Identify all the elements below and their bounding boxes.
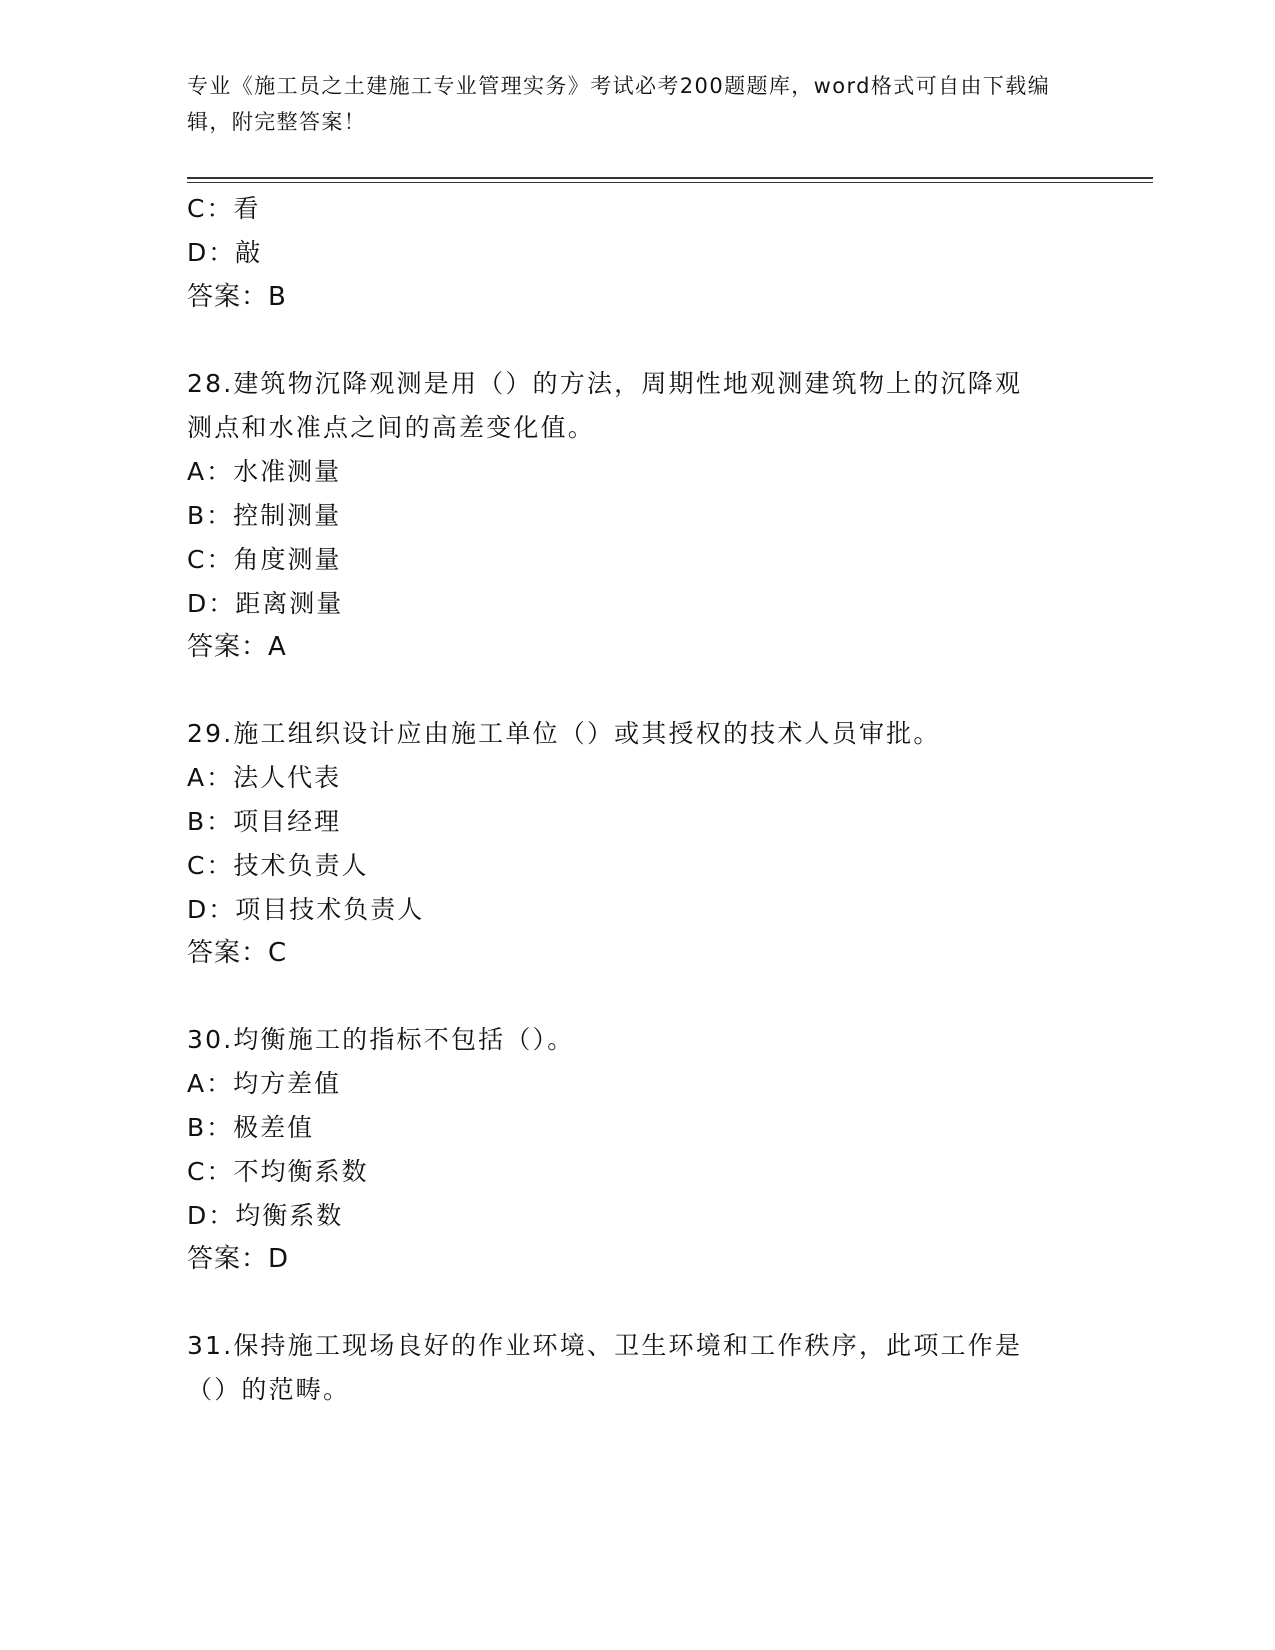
question-30-stem-line-1: 30.均衡施工的指标不包括（）。 <box>187 1025 575 1054</box>
question-30-option-c: C：不均衡系数 <box>187 1157 369 1186</box>
question-29-answer: 答案：C <box>187 938 288 968</box>
question-28-option-c: C：角度测量 <box>187 545 342 574</box>
question-28-option-b: B：控制测量 <box>187 501 342 530</box>
question-30-answer: 答案：D <box>187 1244 290 1274</box>
fragment-option-c: C：看 <box>187 194 261 223</box>
question-29-stem-line-1: 29.施工组织设计应由施工单位（）或其授权的技术人员审批。 <box>187 719 941 748</box>
fragment-option-d: D：敲 <box>187 238 263 267</box>
question-28-option-d: D：距离测量 <box>187 589 344 618</box>
question-29-option-b: B：项目经理 <box>187 807 342 836</box>
question-30-option-a: A：均方差值 <box>187 1069 342 1098</box>
question-30-option-b: B：极差值 <box>187 1113 315 1142</box>
question-31-stem-line-1: 31.保持施工现场良好的作业环境、卫生环境和工作秩序，此项工作是 <box>187 1331 1023 1360</box>
question-28-stem-line-2: 测点和水准点之间的高差变化值。 <box>187 413 596 442</box>
question-28-answer: 答案：A <box>187 632 287 662</box>
question-29-option-c: C：技术负责人 <box>187 851 369 880</box>
question-30-option-d: D：均衡系数 <box>187 1201 344 1230</box>
fragment-answer: 答案：B <box>187 282 287 312</box>
header-rule-thin <box>187 182 1153 183</box>
question-28-option-a: A：水准测量 <box>187 457 342 486</box>
question-29-option-d: D：项目技术负责人 <box>187 895 425 924</box>
question-28-stem-line-1: 28.建筑物沉降观测是用（）的方法，周期性地观测建筑物上的沉降观 <box>187 369 1023 398</box>
header-rule-thick <box>187 177 1153 179</box>
document-header: 专业《施工员之土建施工专业管理实务》考试必考200题题库，word格式可自由下载编辑，附完整答案！ <box>187 74 1051 134</box>
question-29-option-a: A：法人代表 <box>187 763 342 792</box>
question-31-stem-line-2: （）的范畴。 <box>187 1375 351 1404</box>
